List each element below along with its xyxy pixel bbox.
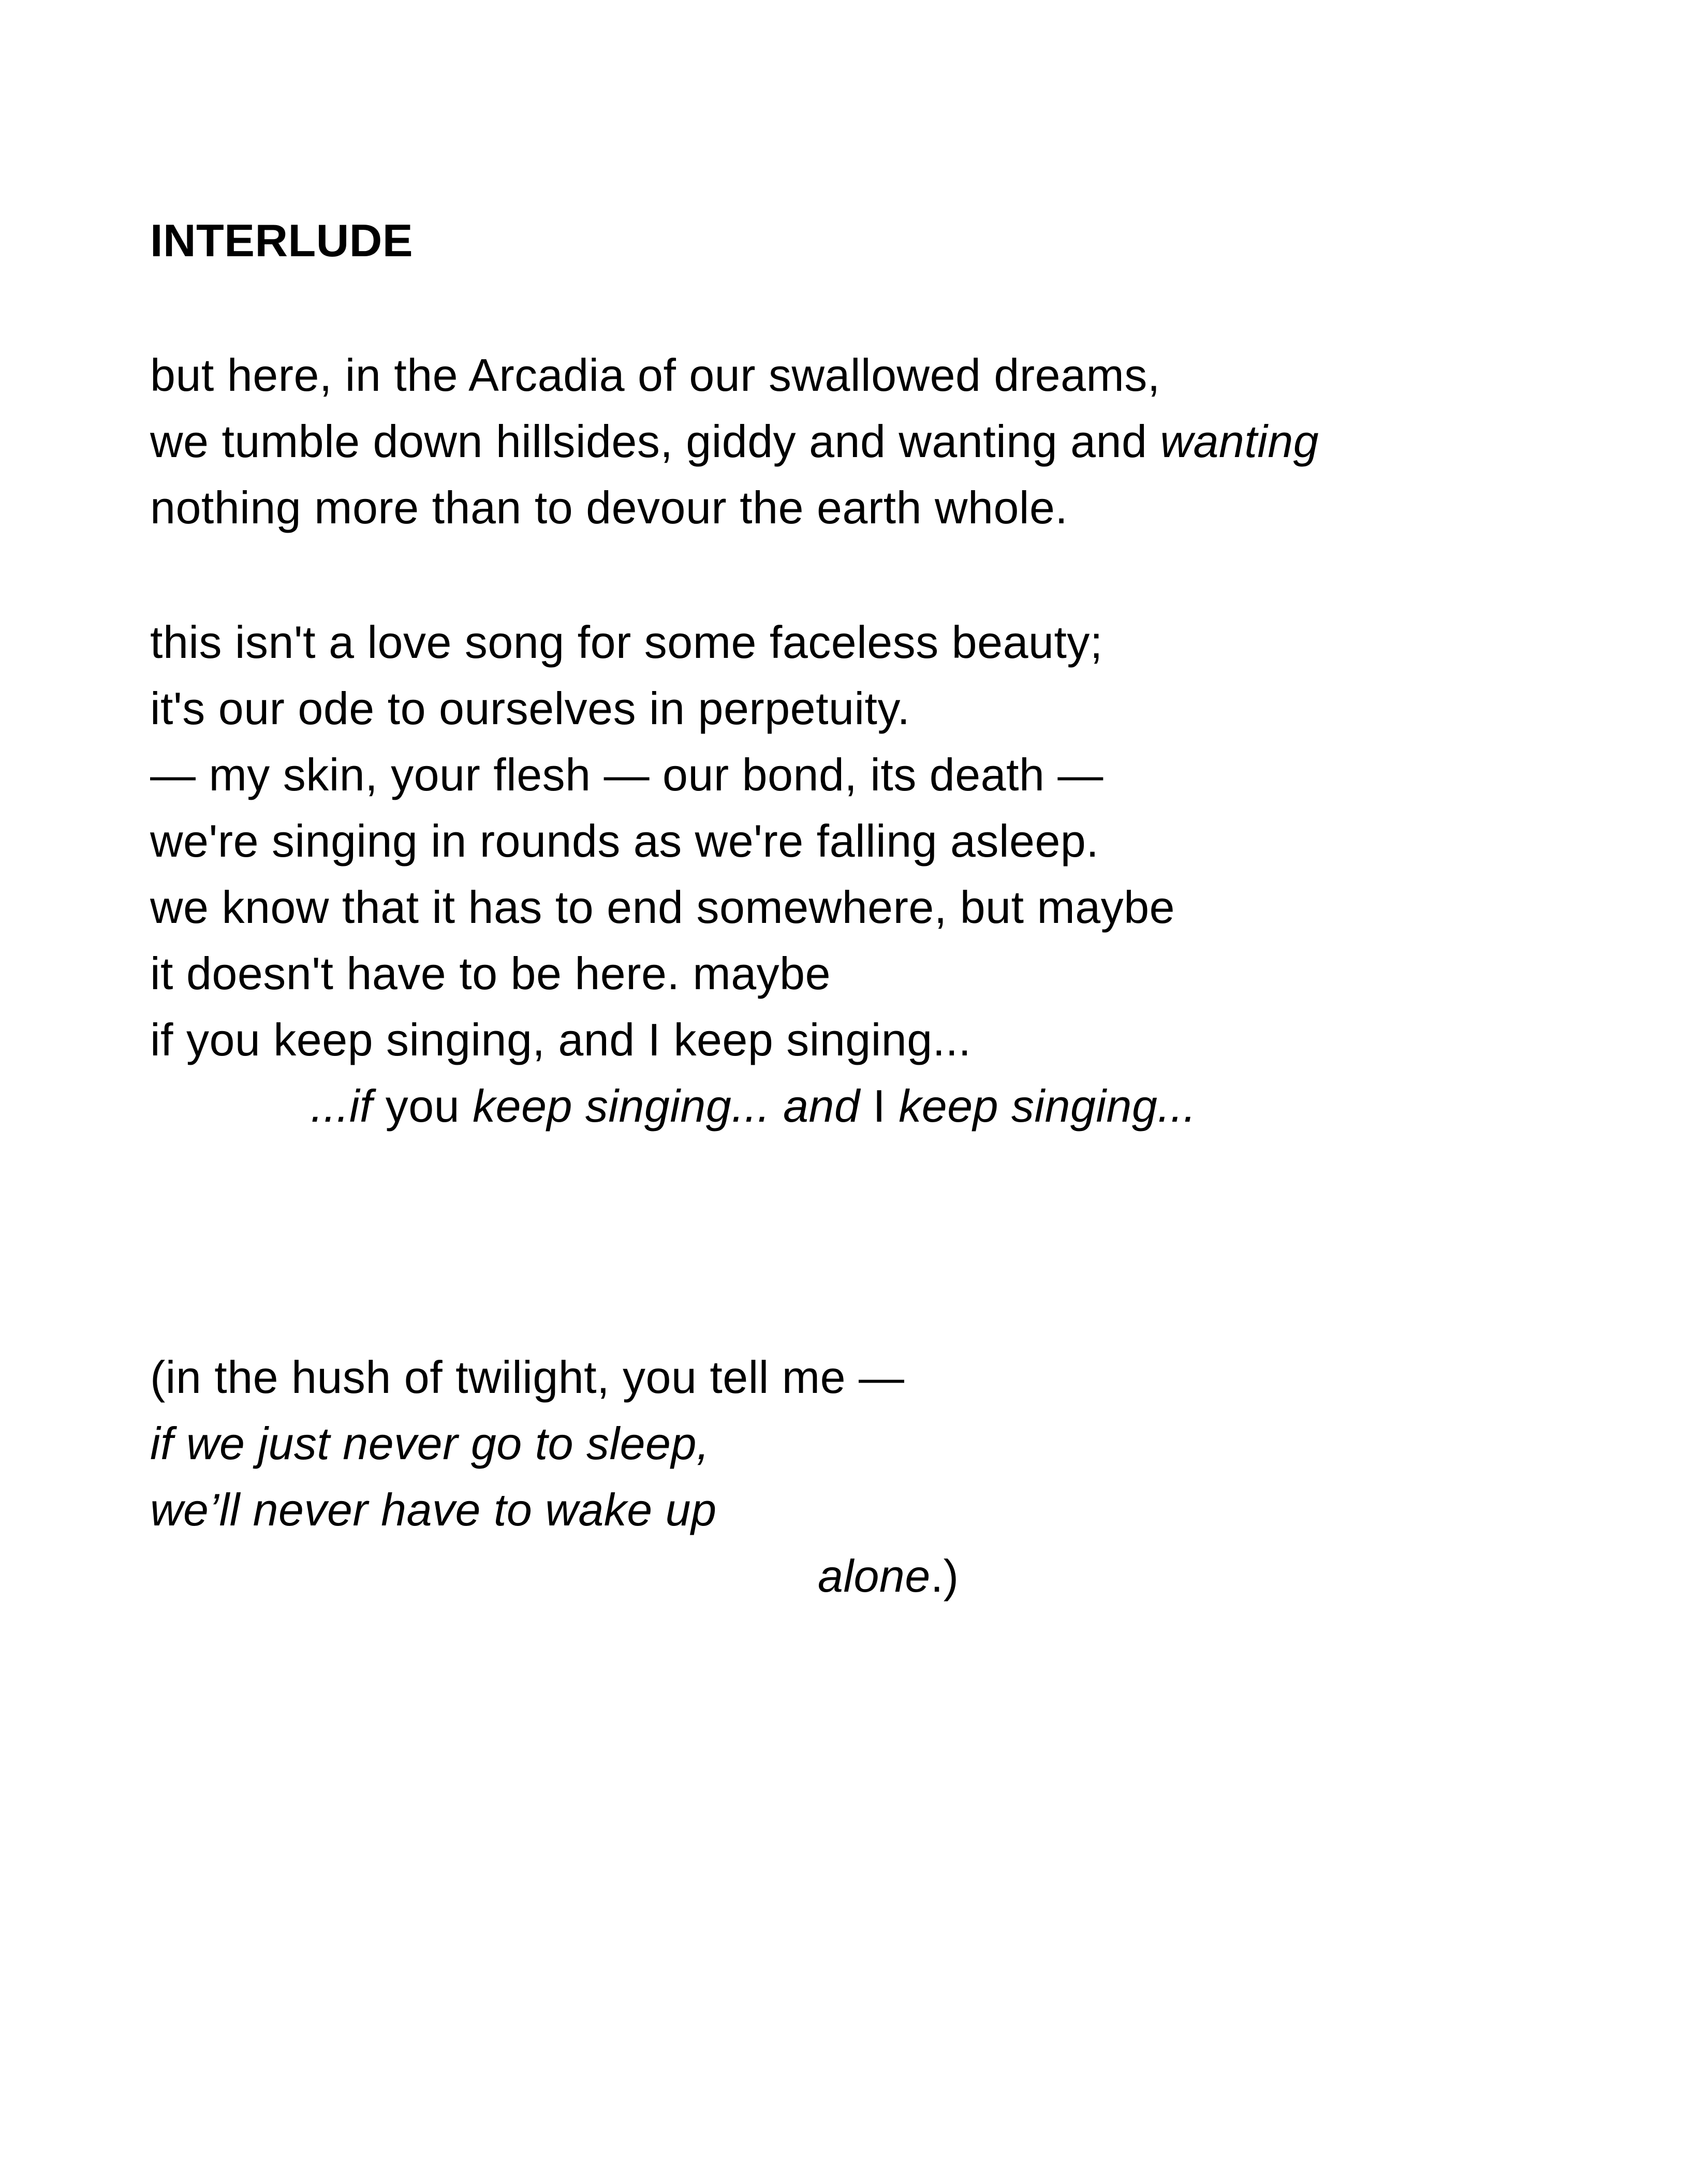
- stanza1-line2-emphasis: wanting: [1160, 416, 1319, 467]
- echo-part1: ...if: [311, 1080, 373, 1132]
- echo-line: [311, 1078, 1196, 1135]
- stanza1-line1: but here, in the Arcadia of our swallowed dreams,: [150, 349, 1160, 401]
- stanza2-line4: we're singing in rounds as we're falling asleep.: [150, 815, 1099, 866]
- stanza3-line4-end: .): [930, 1550, 959, 1602]
- stanza3-line4-emphasis: alone: [818, 1550, 931, 1602]
- stanza2-line7: if you keep singing, and I keep singing...: [150, 1014, 971, 1065]
- stanza2-line3: — my skin, your flesh — our bond, its death —: [150, 749, 1103, 800]
- stanza2-line2: it's our ode to ourselves in perpetuity.: [150, 683, 910, 734]
- stanza2-line6: it doesn't have to be here. maybe: [150, 948, 831, 999]
- stanza2-line5: we know that it has to end somewhere, but maybe: [150, 882, 1175, 933]
- stanza3-line1: (in the hush of twilight, you tell me —: [150, 1352, 905, 1403]
- stanza3-line2: if we just never go to sleep,: [150, 1418, 710, 1469]
- stanza3-line4: [818, 1548, 959, 1605]
- poem-title: INTERLUDE: [150, 215, 414, 266]
- echo-part2: you: [372, 1080, 473, 1132]
- stanza3-line3: we’ll never have to wake up: [150, 1484, 717, 1535]
- echo-part4: I: [860, 1080, 899, 1132]
- stanza2-line1: this isn't a love song for some faceless beauty;: [150, 616, 1103, 668]
- stanza1-line2: [150, 413, 1319, 470]
- stanza1-line3: nothing more than to devour the earth whole.: [150, 482, 1068, 533]
- echo-part3: keep singing... and: [473, 1080, 860, 1132]
- echo-part5: keep singing...: [899, 1080, 1197, 1132]
- stanza1-line2-text: we tumble down hillsides, giddy and wanting and: [150, 416, 1160, 467]
